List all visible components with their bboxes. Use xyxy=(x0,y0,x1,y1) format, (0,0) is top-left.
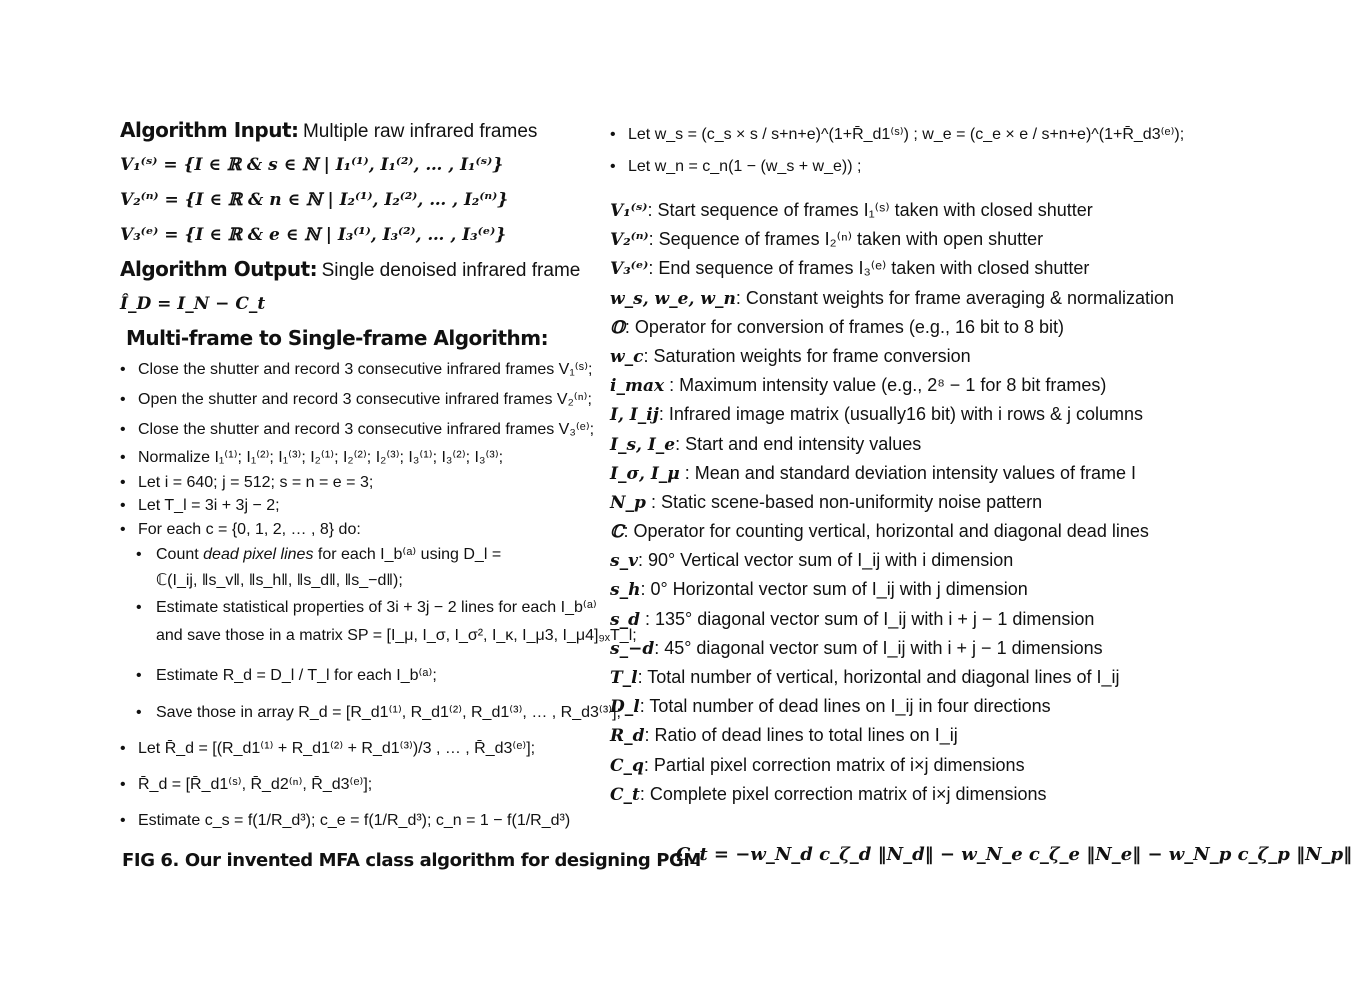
figure-caption: FIG 6. Our invented MFA class algorithm for designing PGM xyxy=(122,850,701,871)
definition-row xyxy=(610,254,1170,283)
definition-row xyxy=(610,517,1170,546)
definition-row xyxy=(610,284,1175,313)
definition-symbol: I_σ, I_μ xyxy=(610,463,680,484)
step-estimate-coefficients: • Estimate c_s = f(1/R_d³); c_e = f(1/R_d³); c_n = 1 − f(1/R_d³) xyxy=(120,803,610,839)
definition-row xyxy=(610,546,1170,575)
step-let-total-lines: • Let T_l = 3i + 3j − 2; xyxy=(120,494,610,517)
definition-row xyxy=(610,575,1170,604)
output-heading: Algorithm Output: xyxy=(120,257,318,281)
definition-text: : Total number of vertical, horizontal and diagonal lines of I_ij xyxy=(637,667,1120,687)
definition-symbol: 𝕆 xyxy=(610,317,625,338)
definition-symbol: ℂ xyxy=(610,522,624,543)
definition-row xyxy=(610,692,1170,721)
definition-symbol: w_s, w_e, w_n xyxy=(610,288,736,309)
weight-wn: • Let w_n = c_n(1 − (w_s + w_e)) ; xyxy=(610,152,1170,182)
definition-row xyxy=(610,313,1170,342)
count-prefix: Count xyxy=(156,546,199,563)
definition-text: : Infrared image matrix (usually16 bit) with i rows & j columns xyxy=(658,404,1144,425)
substep-save-matrix: and save those in a matrix SP = [I_μ, I_σ, I_σ², I_κ, I_μ3, I_μ4]₉ₓT_l; xyxy=(156,627,637,644)
step-ratio-vector: • R̄_d = [R̄_d1⁽ˢ⁾, R̄_d2⁽ⁿ⁾, R̄_d3⁽ᵉ⁾]; xyxy=(120,767,610,803)
definition-row xyxy=(610,721,1170,750)
definition-symbol: s_d xyxy=(610,609,640,630)
definition-row xyxy=(610,663,1170,692)
definition-symbol: s_v xyxy=(610,551,638,572)
step-let-average-ratio: • Let R̄_d = [(R_d1⁽¹⁾ + R_d1⁽²⁾ + R_d1⁽³⁾)/3 , … , R̄_d3⁽ᵉ⁾]; xyxy=(120,731,610,767)
substep-count-dead-lines xyxy=(120,543,610,567)
definition-text: : End sequence of frames I₃⁽ᵉ⁾ taken with closed shutter xyxy=(648,258,1090,279)
definition-row xyxy=(610,342,1170,371)
step-normalize: • Normalize I₁⁽¹⁾; I₁⁽²⁾; I₁⁽³⁾; I₂⁽¹⁾; I₂⁽²⁾; I₂⁽³⁾; I₃⁽¹⁾; I₃⁽²⁾; I₃⁽³⁾; xyxy=(120,445,610,471)
output-header xyxy=(120,257,610,287)
definition-symbol: N_p xyxy=(610,492,646,513)
weight-ws-we: • Let w_s = (c_s × s / s+n+e)^(1+R̄_d1⁽ˢ⁾) ; w_e = (c_e × e / s+n+e)^(1+R̄_d3⁽ᵉ⁾); xyxy=(610,118,1170,152)
definition-symbol: T_l xyxy=(610,668,638,688)
algorithm-heading: Multi-frame to Single-frame Algorithm: xyxy=(126,326,549,350)
step-for-each: • For each c = {0, 1, 2, … , 8} do: xyxy=(120,517,610,543)
definition-text: : Ratio of dead lines to total lines on I_ij xyxy=(644,725,958,746)
definition-row xyxy=(610,605,1170,634)
definition-symbol: D_l xyxy=(610,697,640,718)
definition-symbol: I, I_ij xyxy=(610,405,659,426)
step-close-shutter-start: • Close the shutter and record 3 consecutive infrared frames V₁⁽ˢ⁾; xyxy=(120,355,610,385)
correction-equation: C_t = −w_N_d c_ζ_d ‖N_d‖ − w_N_e c_ζ_e ‖N_e‖ − w_N_p c_ζ_p ‖N_p‖ xyxy=(676,844,1352,865)
definition-text: : Complete pixel correction matrix of i×j dimensions xyxy=(639,783,1047,804)
dead-pixel-lines-term: dead pixel lines xyxy=(203,546,314,563)
definition-text: : Operator for counting vertical, horizontal and diagonal dead lines xyxy=(623,521,1149,542)
input-header xyxy=(120,118,610,148)
definition-row xyxy=(610,459,1170,488)
definition-row xyxy=(610,225,1170,254)
right-column xyxy=(610,118,1185,809)
definition-text: : Start and end intensity values xyxy=(675,433,922,454)
input-equation: V₃⁽ᵉ⁾ = {I ∈ ℝ & e ∈ ℕ | I₃⁽¹⁾, I₃⁽²⁾, … , I₃⁽ᵉ⁾} xyxy=(120,225,507,245)
definition-text: : Total number of dead lines on I_ij in four directions xyxy=(639,696,1051,717)
definition-text: : Operator for conversion of frames (e.g., 16 bit to 8 bit) xyxy=(624,316,1065,337)
definition-symbol: V₃⁽ᵉ⁾ xyxy=(610,259,649,280)
definition-text: : Sequence of frames I₂⁽ⁿ⁾ taken with open shutter xyxy=(648,229,1044,250)
definition-text: : Saturation weights for frame conversion xyxy=(643,345,971,366)
definition-symbol: C_q xyxy=(610,755,644,776)
definition-row xyxy=(610,488,1170,517)
definition-text: : Maximum intensity value (e.g., 2⁸ − 1 for 8 bit frames) xyxy=(664,375,1107,396)
output-equation: Î_D = I_N − C_t xyxy=(120,294,266,314)
definition-row xyxy=(610,400,1170,429)
definition-row xyxy=(610,196,1170,225)
definition-symbol: s_h xyxy=(610,580,641,601)
input-description: Multiple raw infrared frames xyxy=(302,121,538,142)
definition-symbol: I_s, I_e xyxy=(610,434,676,455)
input-equation: V₂⁽ⁿ⁾ = {I ∈ ℝ & n ∈ ℕ | I₂⁽¹⁾, I₂⁽²⁾, … , I₂⁽ⁿ⁾} xyxy=(120,190,509,210)
definition-symbol: C_t xyxy=(610,784,640,805)
definition-text: : 0° Horizontal vector sum of I_ij with j dimension xyxy=(640,579,1028,600)
definition-symbol: V₁⁽ˢ⁾ xyxy=(610,201,648,221)
definition-row xyxy=(610,751,1170,780)
step-open-shutter: • Open the shutter and record 3 consecutive infrared frames V₂⁽ⁿ⁾; xyxy=(120,385,610,415)
definition-text: : 90° Vertical vector sum of I_ij with i dimension xyxy=(637,550,1014,571)
substep-estimate-ratio: • Estimate R_d = D_l / T_l for each I_b⁽ᵃ⁾; xyxy=(120,657,610,695)
substep-save-array: • Save those in array R_d = [R_d1⁽¹⁾, R_d1⁽²⁾, R_d1⁽³⁾, … , R_d3⁽³⁾]; xyxy=(120,695,610,731)
output-description: Single denoised infrared frame xyxy=(321,260,581,281)
definition-symbol: w_c xyxy=(610,346,644,367)
definitions-list xyxy=(610,196,1175,809)
definition-text: : 45° diagonal vector sum of I_ij with i + j − 1 dimensions xyxy=(654,637,1103,658)
step-let-dimensions: • Let i = 640; j = 512; s = n = e = 3; xyxy=(120,471,610,494)
substep-estimate-statistics: • Estimate statistical properties of 3i + 3j − 2 lines for each I_b⁽ᵃ⁾ xyxy=(120,595,610,621)
definition-text: : 135° diagonal vector sum of I_ij with i + j − 1 dimension xyxy=(639,608,1095,629)
definition-symbol: R_d xyxy=(610,726,645,747)
definition-text: : Partial pixel correction matrix of i×j dimensions xyxy=(643,754,1025,775)
definition-symbol: V₂⁽ⁿ⁾ xyxy=(610,230,649,251)
definition-text: : Constant weights for frame averaging & normalization xyxy=(735,287,1175,308)
definition-text: : Mean and standard deviation intensity values of frame I xyxy=(679,462,1136,483)
definition-text: : Start sequence of frames I₁⁽ˢ⁾ taken with closed shutter xyxy=(647,200,1093,220)
step-close-shutter-end: • Close the shutter and record 3 consecutive infrared frames V₃⁽ᵉ⁾; xyxy=(120,415,610,445)
substep-count-equation: ℂ(I_ij, ‖s_v‖, ‖s_h‖, ‖s_d‖, ‖s_−d‖); xyxy=(156,572,403,589)
definition-symbol: i_max xyxy=(610,376,665,397)
definition-row xyxy=(610,634,1170,663)
input-equation: V₁⁽ˢ⁾ = {I ∈ ℝ & s ∈ ℕ | I₁⁽¹⁾, I₁⁽²⁾, … , I₁⁽ˢ⁾} xyxy=(120,155,504,175)
definition-row xyxy=(610,430,1170,459)
definition-symbol: s_−d xyxy=(610,638,655,659)
definition-text: : Static scene-based non-uniformity noise pattern xyxy=(645,491,1043,512)
input-heading: Algorithm Input: xyxy=(120,118,299,142)
definition-row xyxy=(610,371,1170,400)
count-suffix: for each I_b⁽ᵃ⁾ using D_l = xyxy=(317,546,502,563)
definition-row xyxy=(610,780,1170,809)
